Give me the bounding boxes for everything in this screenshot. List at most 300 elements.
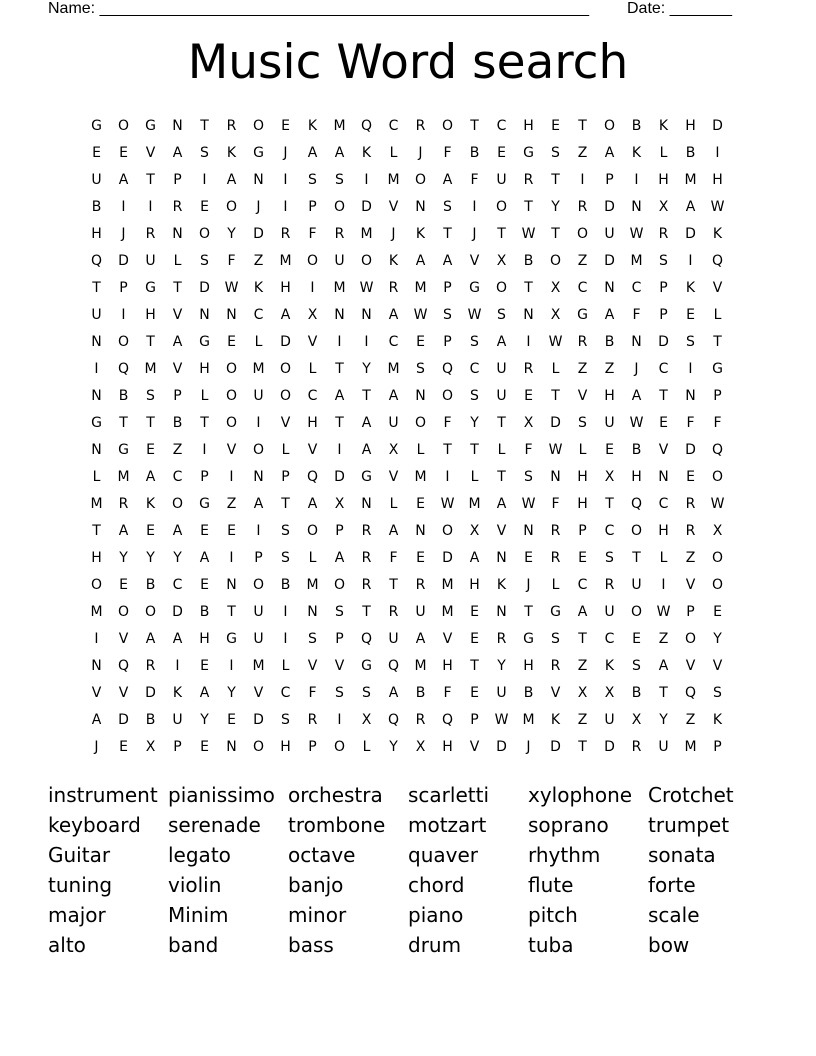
grid-cell: V bbox=[469, 738, 480, 755]
grid-row bbox=[83, 706, 735, 733]
grid-cell: A bbox=[280, 306, 291, 323]
grid-cell: Y bbox=[497, 657, 506, 674]
grid-cell: X bbox=[469, 522, 480, 539]
grid-cell: M bbox=[630, 252, 643, 269]
grid-cell: T bbox=[146, 333, 155, 350]
word-item: bass bbox=[288, 933, 334, 957]
grid-cell: V bbox=[577, 387, 588, 404]
grid-cell: I bbox=[175, 657, 180, 674]
grid-cell: T bbox=[659, 684, 668, 701]
grid-cell: L bbox=[497, 441, 506, 458]
grid-cell: H bbox=[91, 549, 102, 566]
grid-cell: L bbox=[200, 387, 209, 404]
grid-cell: S bbox=[551, 630, 560, 647]
grid-cell: I bbox=[715, 144, 720, 161]
grid-cell: O bbox=[630, 603, 643, 620]
grid-cell: Q bbox=[684, 684, 697, 701]
grid-cell: L bbox=[578, 441, 587, 458]
grid-cell: C bbox=[172, 576, 183, 593]
grid-cell: U bbox=[496, 684, 507, 701]
grid-cell: U bbox=[172, 711, 183, 728]
grid-cell: B bbox=[199, 603, 210, 620]
grid-cell: S bbox=[335, 603, 344, 620]
grid-cell: M bbox=[468, 495, 481, 512]
grid-cell: O bbox=[333, 198, 346, 215]
grid-cell: L bbox=[659, 144, 668, 161]
grid-cell: Z bbox=[658, 630, 669, 647]
word-item: motzart bbox=[408, 813, 487, 837]
grid-cell: P bbox=[173, 738, 182, 755]
grid-cell: T bbox=[227, 603, 236, 620]
grid-cell: D bbox=[118, 711, 129, 728]
grid-row bbox=[83, 490, 735, 517]
grid-cell: M bbox=[252, 360, 265, 377]
grid-cell: C bbox=[388, 333, 399, 350]
grid-cell: T bbox=[524, 279, 533, 296]
grid-cell: W bbox=[629, 414, 644, 431]
grid-cell: O bbox=[441, 117, 454, 134]
grid-cell: G bbox=[361, 468, 372, 485]
grid-cell: Z bbox=[577, 360, 588, 377]
word-item: legato bbox=[168, 843, 231, 867]
grid-cell: E bbox=[200, 657, 209, 674]
grid-cell: T bbox=[119, 414, 128, 431]
word-item: trombone bbox=[288, 813, 386, 837]
grid-cell: M bbox=[117, 468, 130, 485]
grid-cell: Y bbox=[146, 549, 155, 566]
grid-cell: C bbox=[577, 279, 588, 296]
grid-cell: V bbox=[658, 441, 669, 458]
grid-cell: I bbox=[634, 171, 639, 188]
word-item: forte bbox=[648, 873, 696, 897]
grid-cell: O bbox=[225, 387, 238, 404]
word-item: instrument bbox=[48, 783, 158, 807]
grid-cell: W bbox=[440, 495, 455, 512]
word-item: Minim bbox=[168, 903, 229, 927]
grid-cell: V bbox=[550, 684, 561, 701]
grid-cell: V bbox=[388, 468, 399, 485]
grid-cell: L bbox=[308, 549, 317, 566]
grid-cell: P bbox=[578, 522, 587, 539]
grid-cell: N bbox=[226, 576, 237, 593]
grid-cell: S bbox=[443, 306, 452, 323]
grid-cell: D bbox=[361, 198, 372, 215]
grid-cell: K bbox=[550, 711, 561, 728]
grid-cell: G bbox=[253, 144, 264, 161]
grid-cell: A bbox=[658, 657, 669, 674]
grid-cell: N bbox=[658, 468, 669, 485]
grid-cell: I bbox=[256, 414, 261, 431]
grid-cell: Z bbox=[577, 657, 588, 674]
grid-cell: N bbox=[334, 306, 345, 323]
grid-cell: P bbox=[308, 738, 317, 755]
grid-cell: I bbox=[688, 252, 693, 269]
grid-cell: C bbox=[604, 630, 615, 647]
grid-cell: W bbox=[521, 495, 536, 512]
grid-cell: L bbox=[92, 468, 101, 485]
grid-cell: F bbox=[470, 171, 479, 188]
grid-cell: C bbox=[631, 279, 642, 296]
grid-cell: T bbox=[362, 387, 371, 404]
grid-cell: G bbox=[469, 279, 480, 296]
grid-cell: Z bbox=[172, 441, 183, 458]
grid-cell: O bbox=[495, 279, 508, 296]
grid-cell: T bbox=[497, 414, 506, 431]
grid-cell: D bbox=[658, 333, 669, 350]
grid-cell: H bbox=[712, 171, 723, 188]
grid-cell: F bbox=[713, 414, 722, 431]
grid-cell: U bbox=[388, 414, 399, 431]
grid-cell: A bbox=[442, 171, 453, 188]
grid-cell: R bbox=[658, 225, 669, 242]
grid-cell: H bbox=[658, 171, 669, 188]
grid-cell: U bbox=[496, 171, 507, 188]
grid-cell: U bbox=[91, 171, 102, 188]
grid-cell: X bbox=[550, 306, 561, 323]
grid-cell: M bbox=[252, 657, 265, 674]
grid-cell: I bbox=[148, 198, 153, 215]
grid-row bbox=[83, 598, 735, 625]
grid-cell: P bbox=[713, 738, 722, 755]
grid-cell: I bbox=[688, 360, 693, 377]
grid-cell: S bbox=[146, 387, 155, 404]
grid-cell: T bbox=[335, 360, 344, 377]
grid-cell: V bbox=[307, 657, 318, 674]
grid-cell: P bbox=[308, 198, 317, 215]
grid-cell: C bbox=[307, 387, 318, 404]
grid-cell: I bbox=[256, 522, 261, 539]
grid-cell: P bbox=[605, 171, 614, 188]
word-item: pitch bbox=[528, 903, 578, 927]
grid-cell: Z bbox=[253, 252, 264, 269]
grid-cell: L bbox=[659, 549, 668, 566]
grid-cell: X bbox=[415, 738, 426, 755]
grid-cell: I bbox=[229, 468, 234, 485]
grid-cell: E bbox=[470, 630, 479, 647]
grid-cell: T bbox=[551, 171, 560, 188]
grid-cell: N bbox=[550, 468, 561, 485]
grid-cell: I bbox=[526, 333, 531, 350]
word-item: banjo bbox=[288, 873, 344, 897]
grid-cell: P bbox=[281, 468, 290, 485]
grid-cell: I bbox=[94, 360, 99, 377]
grid-cell: L bbox=[416, 441, 425, 458]
grid-cell: O bbox=[225, 360, 238, 377]
grid-cell: I bbox=[202, 171, 207, 188]
grid-cell: K bbox=[172, 684, 183, 701]
word-item: band bbox=[168, 933, 219, 957]
grid-cell: I bbox=[472, 198, 477, 215]
grid-cell: N bbox=[523, 306, 534, 323]
grid-cell: U bbox=[658, 738, 669, 755]
grid-cell: E bbox=[416, 495, 425, 512]
word-item: flute bbox=[528, 873, 574, 897]
grid-cell: A bbox=[604, 306, 615, 323]
grid-cell: O bbox=[441, 387, 454, 404]
grid-cell: N bbox=[415, 387, 426, 404]
grid-cell: S bbox=[605, 549, 614, 566]
grid-cell: O bbox=[171, 495, 184, 512]
grid-cell: S bbox=[281, 549, 290, 566]
grid-cell: P bbox=[254, 549, 263, 566]
grid-cell: U bbox=[604, 225, 615, 242]
grid-cell: N bbox=[226, 738, 237, 755]
grid-cell: S bbox=[281, 711, 290, 728]
grid-cell: K bbox=[415, 225, 426, 242]
grid-cell: T bbox=[443, 441, 452, 458]
word-row bbox=[48, 871, 788, 901]
grid-cell: O bbox=[306, 522, 319, 539]
grid-cell: B bbox=[415, 684, 426, 701]
grid-cell: J bbox=[526, 576, 531, 593]
grid-cell: G bbox=[577, 306, 588, 323]
grid-cell: C bbox=[658, 360, 669, 377]
grid-cell: J bbox=[391, 225, 396, 242]
grid-cell: Y bbox=[119, 549, 128, 566]
grid-cell: D bbox=[712, 117, 723, 134]
grid-cell: L bbox=[281, 441, 290, 458]
grid-cell: O bbox=[252, 117, 265, 134]
grid-cell: J bbox=[121, 225, 126, 242]
grid-cell: S bbox=[200, 252, 209, 269]
grid-cell: T bbox=[632, 549, 641, 566]
grid-cell: N bbox=[631, 333, 642, 350]
grid-cell: D bbox=[199, 279, 210, 296]
grid-cell: Y bbox=[470, 414, 479, 431]
grid-cell: I bbox=[337, 333, 342, 350]
grid-cell: R bbox=[685, 522, 696, 539]
grid-cell: U bbox=[604, 711, 615, 728]
grid-cell: T bbox=[713, 333, 722, 350]
grid-cell: N bbox=[307, 603, 318, 620]
grid-cell: H bbox=[280, 738, 291, 755]
grid-cell: Y bbox=[227, 225, 236, 242]
grid-cell: A bbox=[91, 711, 102, 728]
grid-row bbox=[83, 409, 735, 436]
grid-cell: U bbox=[415, 603, 426, 620]
grid-cell: G bbox=[199, 495, 210, 512]
grid-cell: P bbox=[659, 306, 668, 323]
grid-cell: T bbox=[92, 522, 101, 539]
grid-cell: M bbox=[90, 495, 103, 512]
grid-cell: I bbox=[283, 630, 288, 647]
grid-cell: X bbox=[496, 252, 507, 269]
grid-cell: H bbox=[442, 657, 453, 674]
grid-cell: O bbox=[711, 576, 724, 593]
grid-cell: L bbox=[281, 657, 290, 674]
grid-cell: O bbox=[333, 738, 346, 755]
header bbox=[48, 0, 748, 20]
word-item: keyboard bbox=[48, 813, 141, 837]
word-item: chord bbox=[408, 873, 465, 897]
grid-cell: H bbox=[604, 387, 615, 404]
grid-cell: E bbox=[227, 711, 236, 728]
grid-cell: P bbox=[659, 279, 668, 296]
word-item: piano bbox=[408, 903, 464, 927]
word-item: scale bbox=[648, 903, 700, 927]
grid-cell: Q bbox=[387, 711, 400, 728]
grid-cell: R bbox=[172, 198, 183, 215]
grid-cell: O bbox=[549, 252, 562, 269]
grid-cell: B bbox=[631, 441, 642, 458]
grid-cell: P bbox=[335, 630, 344, 647]
grid-row bbox=[83, 166, 735, 193]
grid-cell: A bbox=[415, 252, 426, 269]
grid-cell: W bbox=[548, 441, 563, 458]
grid-cell: X bbox=[307, 306, 318, 323]
grid-cell: P bbox=[173, 171, 182, 188]
word-item: major bbox=[48, 903, 106, 927]
grid-cell: I bbox=[94, 630, 99, 647]
word-row bbox=[48, 781, 788, 811]
grid-cell: E bbox=[416, 333, 425, 350]
grid-cell: H bbox=[307, 414, 318, 431]
grid-cell: V bbox=[307, 441, 318, 458]
grid-cell: N bbox=[361, 306, 372, 323]
grid-cell: V bbox=[280, 414, 291, 431]
grid-cell: N bbox=[199, 306, 210, 323]
name-label: Name: _______________________________________________________ bbox=[48, 0, 589, 17]
grid-cell: E bbox=[119, 144, 128, 161]
grid-cell: C bbox=[658, 495, 669, 512]
grid-cell: I bbox=[445, 468, 450, 485]
grid-cell: W bbox=[224, 279, 239, 296]
grid-cell: O bbox=[711, 468, 724, 485]
grid-cell: A bbox=[685, 198, 696, 215]
grid-cell: P bbox=[200, 468, 209, 485]
grid-cell: J bbox=[256, 198, 261, 215]
grid-cell: D bbox=[685, 225, 696, 242]
grid-cell: M bbox=[441, 576, 454, 593]
grid-cell: N bbox=[91, 387, 102, 404]
grid-cell: O bbox=[252, 576, 265, 593]
word-row bbox=[48, 811, 788, 841]
grid-cell: S bbox=[362, 684, 371, 701]
grid-cell: D bbox=[550, 738, 561, 755]
grid-cell: W bbox=[521, 225, 536, 242]
grid-cell: T bbox=[497, 225, 506, 242]
grid-cell: R bbox=[523, 360, 534, 377]
grid-cell: F bbox=[632, 306, 641, 323]
grid-cell: R bbox=[307, 711, 318, 728]
grid-cell: E bbox=[227, 522, 236, 539]
grid-cell: H bbox=[523, 657, 534, 674]
grid-cell: V bbox=[685, 576, 696, 593]
grid-cell: A bbox=[145, 468, 156, 485]
grid-cell: Y bbox=[713, 630, 722, 647]
grid-cell: K bbox=[253, 279, 264, 296]
grid-cell: T bbox=[578, 738, 587, 755]
grid-cell: X bbox=[658, 198, 669, 215]
word-item: drum bbox=[408, 933, 462, 957]
grid-cell: M bbox=[414, 279, 427, 296]
grid-cell: D bbox=[685, 441, 696, 458]
grid-cell: P bbox=[443, 279, 452, 296]
grid-cell: S bbox=[200, 144, 209, 161]
grid-cell: A bbox=[469, 549, 480, 566]
grid-cell: S bbox=[632, 657, 641, 674]
grid-cell: H bbox=[280, 279, 291, 296]
grid-cell: V bbox=[442, 630, 453, 647]
grid-cell: O bbox=[684, 630, 697, 647]
grid-cell: W bbox=[656, 603, 671, 620]
grid-cell: E bbox=[524, 387, 533, 404]
grid-cell: O bbox=[495, 198, 508, 215]
grid-cell: T bbox=[443, 225, 452, 242]
grid-cell: S bbox=[308, 630, 317, 647]
grid-cell: E bbox=[470, 603, 479, 620]
grid-cell: R bbox=[415, 117, 426, 134]
grid-cell: N bbox=[496, 603, 507, 620]
grid-cell: W bbox=[413, 306, 428, 323]
grid-cell: A bbox=[118, 522, 129, 539]
grid-cell: M bbox=[684, 738, 697, 755]
grid-cell: S bbox=[713, 684, 722, 701]
grid-cell: A bbox=[172, 630, 183, 647]
word-item: pianissimo bbox=[168, 783, 275, 807]
grid-cell: G bbox=[226, 630, 237, 647]
grid-cell: E bbox=[200, 198, 209, 215]
grid-cell: B bbox=[172, 414, 183, 431]
grid-cell: G bbox=[523, 630, 534, 647]
grid-cell: B bbox=[604, 333, 615, 350]
word-list bbox=[48, 781, 788, 961]
grid-cell: V bbox=[334, 657, 345, 674]
grid-cell: N bbox=[226, 306, 237, 323]
grid-cell: R bbox=[145, 657, 156, 674]
word-row bbox=[48, 901, 788, 931]
grid-cell: I bbox=[121, 306, 126, 323]
grid-cell: Q bbox=[117, 360, 130, 377]
grid-cell: W bbox=[710, 198, 725, 215]
grid-cell: T bbox=[200, 414, 209, 431]
grid-cell: V bbox=[172, 360, 183, 377]
grid-cell: W bbox=[494, 711, 509, 728]
grid-row bbox=[83, 193, 735, 220]
grid-cell: O bbox=[117, 117, 130, 134]
grid-cell: E bbox=[686, 468, 695, 485]
grid-cell: X bbox=[550, 279, 561, 296]
grid-cell: S bbox=[659, 252, 668, 269]
grid-cell: D bbox=[172, 603, 183, 620]
grid-cell: T bbox=[281, 495, 290, 512]
grid-cell: F bbox=[443, 144, 452, 161]
grid-cell: V bbox=[712, 279, 723, 296]
grid-cell: K bbox=[685, 279, 696, 296]
grid-row bbox=[83, 652, 735, 679]
grid-cell: I bbox=[229, 657, 234, 674]
grid-cell: A bbox=[199, 684, 210, 701]
grid-cell: K bbox=[361, 144, 372, 161]
grid-cell: A bbox=[361, 441, 372, 458]
grid-cell: U bbox=[91, 306, 102, 323]
grid-cell: Z bbox=[226, 495, 237, 512]
grid-cell: Q bbox=[360, 117, 373, 134]
grid-cell: M bbox=[306, 576, 319, 593]
grid-cell: H bbox=[199, 360, 210, 377]
grid-cell: X bbox=[712, 522, 723, 539]
grid-cell: A bbox=[307, 144, 318, 161]
grid-row bbox=[83, 382, 735, 409]
grid-cell: M bbox=[279, 252, 292, 269]
grid-cell: Z bbox=[685, 549, 696, 566]
grid-cell: F bbox=[389, 549, 398, 566]
grid-cell: M bbox=[414, 657, 427, 674]
word-item: violin bbox=[168, 873, 222, 897]
grid-cell: F bbox=[524, 441, 533, 458]
grid-cell: N bbox=[91, 441, 102, 458]
grid-cell: R bbox=[145, 225, 156, 242]
